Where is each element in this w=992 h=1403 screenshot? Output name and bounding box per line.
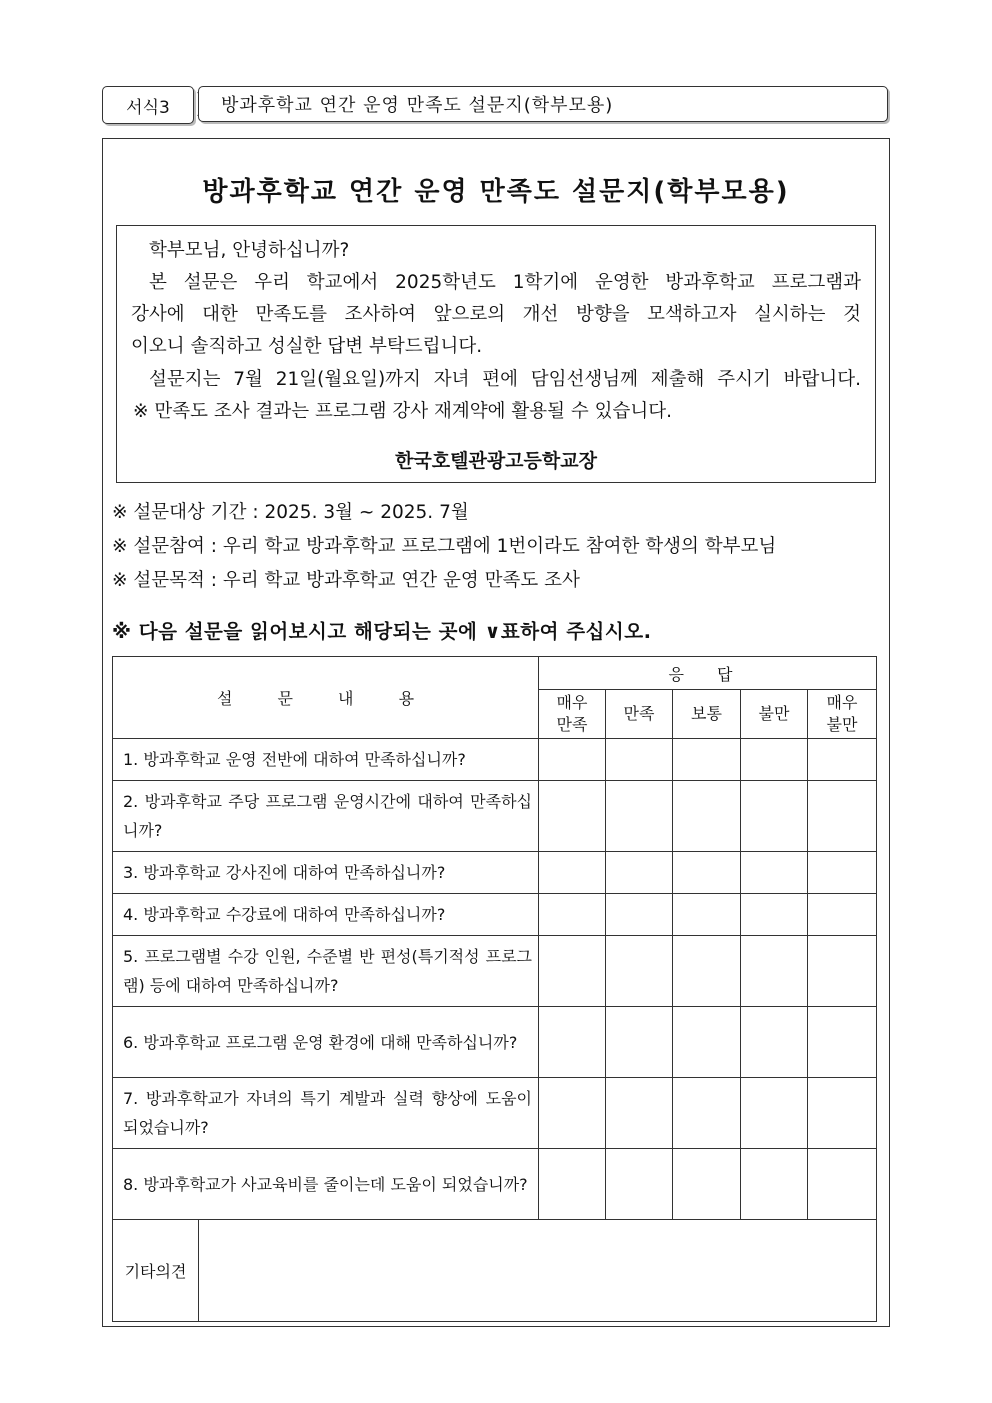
question-6: 6. 방과후학교 프로그램 운영 환경에 대해 만족하십니까?	[113, 1007, 539, 1078]
answer-cell[interactable]	[606, 1149, 673, 1220]
table-row	[113, 739, 877, 781]
answer-cell[interactable]	[808, 1078, 877, 1149]
answer-cell[interactable]	[539, 1149, 606, 1220]
question-3: 3. 방과후학교 강사진에 대하여 만족하십니까?	[113, 852, 539, 894]
intro-box	[116, 225, 876, 483]
option-neutral: 보통	[673, 690, 741, 739]
answer-cell[interactable]	[606, 936, 673, 1007]
answer-cell[interactable]	[539, 936, 606, 1007]
table-row	[113, 1078, 877, 1149]
answer-cell[interactable]	[606, 1078, 673, 1149]
answer-cell[interactable]	[539, 1078, 606, 1149]
answer-cell[interactable]	[808, 781, 877, 852]
answer-cell[interactable]	[606, 1007, 673, 1078]
intro-paragraph-line: 강사에 대한 만족도를 조사하여 앞으로의 개선 방향을 모색하고자 실시하는 것	[131, 304, 861, 325]
answer-cell[interactable]	[808, 936, 877, 1007]
other-comments-label: 기타의견	[113, 1220, 199, 1322]
intro-note: ※ 만족도 조사 결과는 프로그램 강사 재계약에 활용될 수 있습니다.	[133, 401, 672, 422]
answer-cell[interactable]	[673, 1078, 741, 1149]
note-purpose: ※ 설문목적 : 우리 학교 방과후학교 연간 운영 만족도 조사	[112, 570, 580, 591]
form-tag-bar	[102, 86, 890, 124]
answer-cell[interactable]	[673, 852, 741, 894]
answer-cell[interactable]	[539, 781, 606, 852]
question-2: 2. 방과후학교 주당 프로그램 운영시간에 대하여 만족하십니까?	[113, 781, 539, 852]
other-comments-field[interactable]	[199, 1220, 877, 1322]
option-dissatisfied: 불만	[741, 690, 808, 739]
note-period: ※ 설문대상 기간 : 2025. 3월 ~ 2025. 7월	[112, 502, 469, 523]
answer-cell[interactable]	[606, 852, 673, 894]
table-row	[113, 852, 877, 894]
answer-cell[interactable]	[673, 1149, 741, 1220]
intro-paragraph-line: 이오니 솔직하고 성실한 답변 부탁드립니다.	[131, 336, 483, 357]
answer-cell[interactable]	[808, 739, 877, 781]
question-8: 8. 방과후학교가 사교육비를 줄이는데 도움이 되었습니까?	[113, 1149, 539, 1220]
other-comments-input[interactable]	[199, 1220, 876, 1274]
answer-cell[interactable]	[606, 894, 673, 936]
answer-cell[interactable]	[808, 852, 877, 894]
answer-cell[interactable]	[741, 1078, 808, 1149]
answer-cell[interactable]	[606, 739, 673, 781]
option-very-dissatisfied: 매우 불만	[808, 690, 877, 739]
answer-cell[interactable]	[808, 894, 877, 936]
page-title: 방과후학교 연간 운영 만족도 설문지(학부모용)	[202, 177, 790, 207]
answer-cell[interactable]	[741, 936, 808, 1007]
option-very-satisfied: 매우 만족	[539, 690, 606, 739]
table-row	[113, 1149, 877, 1220]
question-1: 1. 방과후학교 운영 전반에 대하여 만족하십니까?	[113, 739, 539, 781]
intro-deadline: 설문지는 7월 21일(월요일)까지 자녀 편에 담임선생님께 제출해 주시기 바랍니다.	[149, 369, 861, 390]
option-satisfied: 만족	[606, 690, 673, 739]
form-number-label: 서식3	[102, 86, 194, 124]
answer-cell[interactable]	[673, 739, 741, 781]
answer-cell[interactable]	[539, 739, 606, 781]
answer-cell[interactable]	[741, 1007, 808, 1078]
table-row	[113, 1007, 877, 1078]
header-response: 응 답	[539, 657, 877, 690]
instruction-text: ※ 다음 설문을 읽어보시고 해당되는 곳에 ∨표하여 주십시오.	[112, 620, 652, 643]
table-row	[113, 936, 877, 1007]
answer-cell[interactable]	[673, 1007, 741, 1078]
table-row	[113, 781, 877, 852]
answer-cell[interactable]	[741, 894, 808, 936]
table-row	[113, 894, 877, 936]
question-5: 5. 프로그램별 수강 인원, 수준별 반 편성(특기적성 프로그램) 등에 대하여 만족하십니까?	[113, 936, 539, 1007]
survey-table	[112, 656, 877, 1322]
answer-cell[interactable]	[673, 936, 741, 1007]
answer-cell[interactable]	[741, 781, 808, 852]
answer-cell[interactable]	[808, 1007, 877, 1078]
answer-cell[interactable]	[606, 781, 673, 852]
answer-cell[interactable]	[808, 1149, 877, 1220]
answer-cell[interactable]	[673, 781, 741, 852]
form-tag-title: 방과후학교 연간 운영 만족도 설문지(학부모용)	[198, 86, 888, 122]
answer-cell[interactable]	[539, 894, 606, 936]
question-4: 4. 방과후학교 수강료에 대하여 만족하십니까?	[113, 894, 539, 936]
intro-paragraph-line: 본 설문은 우리 학교에서 2025학년도 1학기에 운영한 방과후학교 프로그램과	[149, 272, 861, 293]
answer-cell[interactable]	[539, 852, 606, 894]
answer-cell[interactable]	[539, 1007, 606, 1078]
table-row	[113, 1220, 877, 1322]
school-signature: 한국호텔관광고등학교장	[395, 450, 597, 472]
question-7: 7. 방과후학교가 자녀의 특기 계발과 실력 향상에 도움이 되었습니까?	[113, 1078, 539, 1149]
answer-cell[interactable]	[741, 1149, 808, 1220]
answer-cell[interactable]	[741, 739, 808, 781]
intro-greeting: 학부모님, 안녕하십니까?	[149, 240, 350, 261]
answer-cell[interactable]	[741, 852, 808, 894]
note-participants: ※ 설문참여 : 우리 학교 방과후학교 프로그램에 1번이라도 참여한 학생의 학부모님	[112, 536, 777, 557]
answer-cell[interactable]	[673, 894, 741, 936]
header-survey-content: 설 문 내 용	[113, 657, 539, 739]
